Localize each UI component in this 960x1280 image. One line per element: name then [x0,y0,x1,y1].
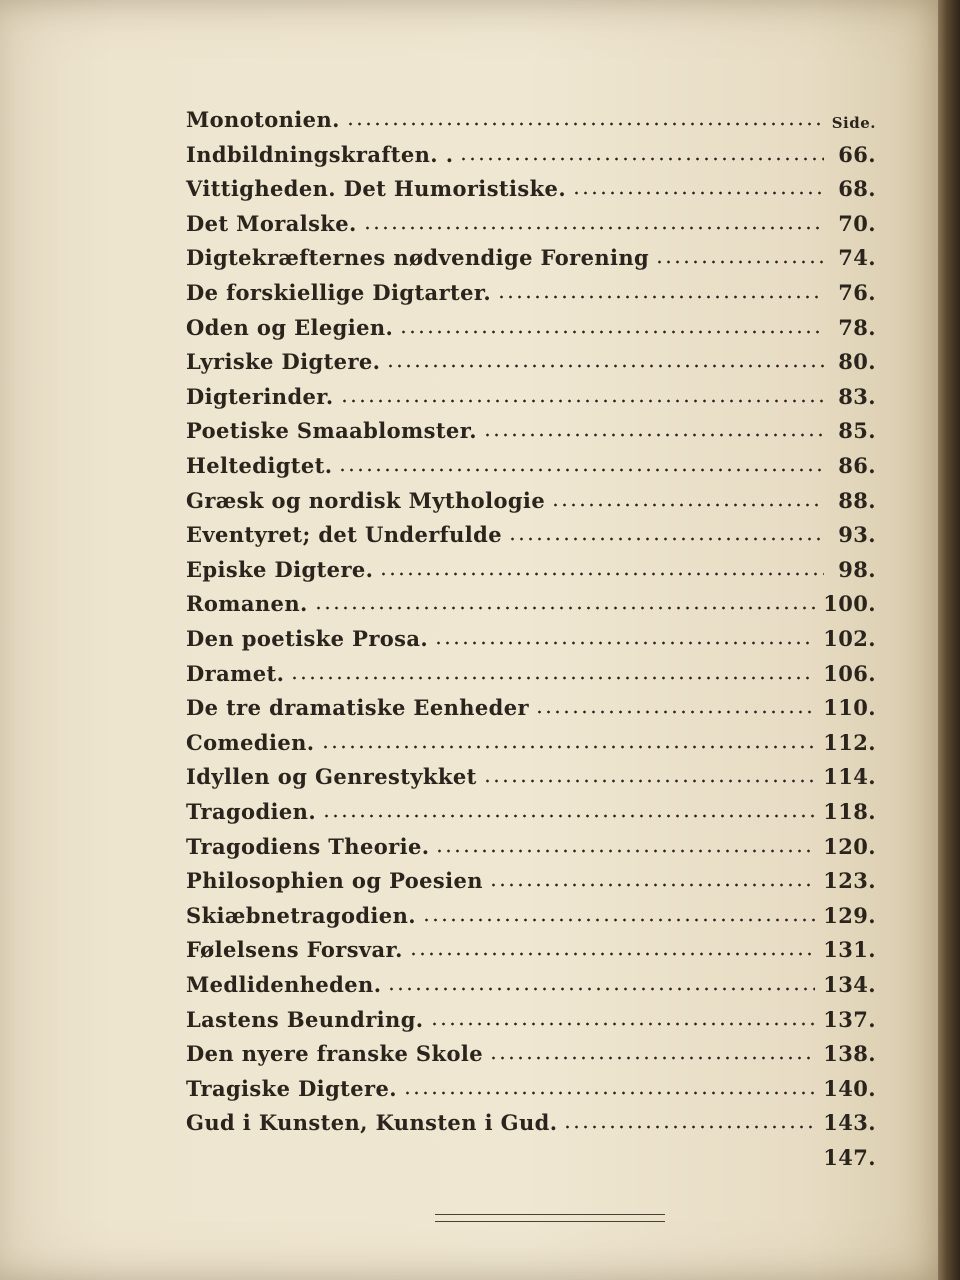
toc-entry-page: 74. [838,245,876,271]
toc-entry [186,861,876,893]
page-column-header: Side. [831,114,876,132]
dot-leader [489,1055,815,1061]
toc-entry [186,584,876,616]
toc-entry-title: Den poetiske Prosa. [186,626,429,651]
toc-entry [186,446,876,478]
toc-entry-title: Tragiske Digtere. [186,1075,397,1101]
dot-leader [338,467,824,473]
toc-entry-title: Skiæbnetragodien. [186,902,416,928]
toc-entry [186,135,876,167]
toc-entry-page: 120. [823,833,876,859]
toc-entry-title: Comedien. [186,729,315,755]
toc-entry [186,654,876,686]
toc-entry-page: 143. [823,1110,876,1136]
dot-leader [321,744,816,750]
dot-leader [409,951,815,957]
dot-leader [422,917,815,923]
book-binding [938,0,960,1280]
toc-entry-title: Dramet. [186,660,285,686]
toc-entry-page: 86. [838,453,876,478]
dot-leader [535,709,815,715]
toc-entry [186,273,876,305]
toc-entry-title: Det Moralske. [186,210,357,236]
toc-entry-title: Vittigheden. Det Humoristiske. [186,176,567,202]
dot-leader [399,329,824,335]
toc-entry-page: 68. [838,176,876,202]
dot-leader [508,536,824,542]
toc-entry-title: Philosophien og Poesien [186,868,483,894]
toc-entry-title: Indbildningskraften. . [186,141,454,167]
toc-entry-page: 138. [823,1041,876,1067]
toc-entry-page: 93. [838,522,876,548]
toc-entry-title: Eventyret; det Underfulde [186,522,502,548]
toc-entry-page: 66. [838,141,876,167]
toc-entry-title: Romanen. [186,591,308,617]
toc-entry-page: 129. [823,902,876,928]
toc-entry-title: Lyriske Digtere. [186,349,381,375]
toc-entry-page: 112. [823,729,876,755]
toc-entry-title: Tragodiens Theorie. [186,833,430,859]
toc-entry-title: Tragodien. [186,799,317,824]
toc-entry-page: 85. [838,418,876,444]
toc-entry-title: Den nyere franske Skole [186,1041,483,1067]
dot-leader [346,121,824,127]
toc-entry-page: 88. [838,487,876,513]
dot-leader [363,225,824,231]
toc-entry-page: 83. [838,383,876,409]
dot-leader [403,1090,815,1096]
toc-entry-title: De forskiellige Digtarter. [186,280,492,305]
toc-entry-title: Digtekræfternes nødvendige Forening [186,245,650,271]
toc-entry-page: 147. [823,1145,876,1170]
dot-leader [563,1124,815,1130]
toc-entry-page: 102. [823,626,876,651]
toc-entry [186,204,876,236]
dot-leader [430,1021,816,1027]
toc-entry [186,1138,876,1170]
dot-leader [290,675,815,681]
dot-leader [572,190,824,196]
dot-leader [435,848,815,854]
dot-leader [386,363,824,369]
toc-entry-page: 76. [838,280,876,305]
toc-entry [186,515,876,547]
toc-entry-title: Gud i Kunsten, Kunsten i Gud. [186,1110,558,1136]
toc-entry-page: 140. [823,1075,876,1101]
dot-leader [459,156,824,162]
toc-entry-page: 123. [823,868,876,894]
toc-entry-page: 137. [823,1006,876,1032]
toc-entry [186,411,876,443]
toc-entry-page: 106. [823,660,876,686]
toc-entry [186,827,876,859]
toc-entry-title: Episke Digtere. [186,556,374,582]
toc-entry-title: Heltedigtet. [186,453,333,478]
toc-entry-page: 80. [838,349,876,375]
toc-entry [186,930,876,962]
toc-entry [186,308,876,340]
toc-entry-title: Medlidenheden. [186,972,382,997]
dot-leader [497,294,824,300]
dot-leader [489,882,815,888]
toc-entry [186,757,876,789]
toc-entry-page: 114. [823,764,876,790]
toc-entry [186,342,876,374]
dot-leader [387,986,815,992]
toc-entry-title: De tre dramatiske Eenheder [186,695,529,721]
toc-entry [186,619,876,651]
toc-entry-title: Oden og Elegien. [186,314,394,340]
dot-leader [314,605,816,611]
toc-entry-title: Følelsens Forsvar. [186,937,403,963]
toc-entry [186,377,876,409]
toc-entry-page: 70. [838,210,876,236]
toc-entry [186,1103,876,1135]
toc-entry [186,1034,876,1066]
dot-leader [655,259,824,265]
toc-entry-title: Lastens Beundring. [186,1006,424,1032]
toc-entry-page: 100. [823,591,876,617]
dot-leader [551,502,824,508]
toc-entry-title: Digterinder. [186,383,334,409]
toc-entry-page: 134. [823,972,876,997]
decorative-double-rule [435,1214,665,1222]
toc-entry-title: Monotonien. [186,107,340,132]
toc-entry [186,238,876,270]
toc-entry [186,688,876,720]
dot-leader [322,813,815,819]
dot-leader [483,778,816,784]
dot-leader [434,640,815,646]
toc-entry [186,896,876,928]
toc-entry-page: 98. [838,556,876,582]
toc-entry [186,1000,876,1032]
toc-entry-page: 110. [823,695,876,721]
toc-entry [186,100,876,132]
toc-entry [186,550,876,582]
toc-entry-title: Poetiske Smaablomster. [186,418,477,444]
toc-entry [186,965,876,997]
dot-leader [483,432,824,438]
toc-entry [186,169,876,201]
toc-entry-page: 131. [823,937,876,963]
toc-entry [186,723,876,755]
toc-entry-page: 78. [838,314,876,340]
dot-leader [379,571,824,577]
toc-entry-title: Græsk og nordisk Mythologie [186,487,546,513]
dot-leader [340,398,824,404]
toc-entry [186,792,876,824]
toc-entry-title: Idyllen og Genrestykket [186,764,477,790]
toc-entry [186,1069,876,1101]
toc-entry [186,481,876,513]
toc-entry-page: 118. [823,799,876,824]
